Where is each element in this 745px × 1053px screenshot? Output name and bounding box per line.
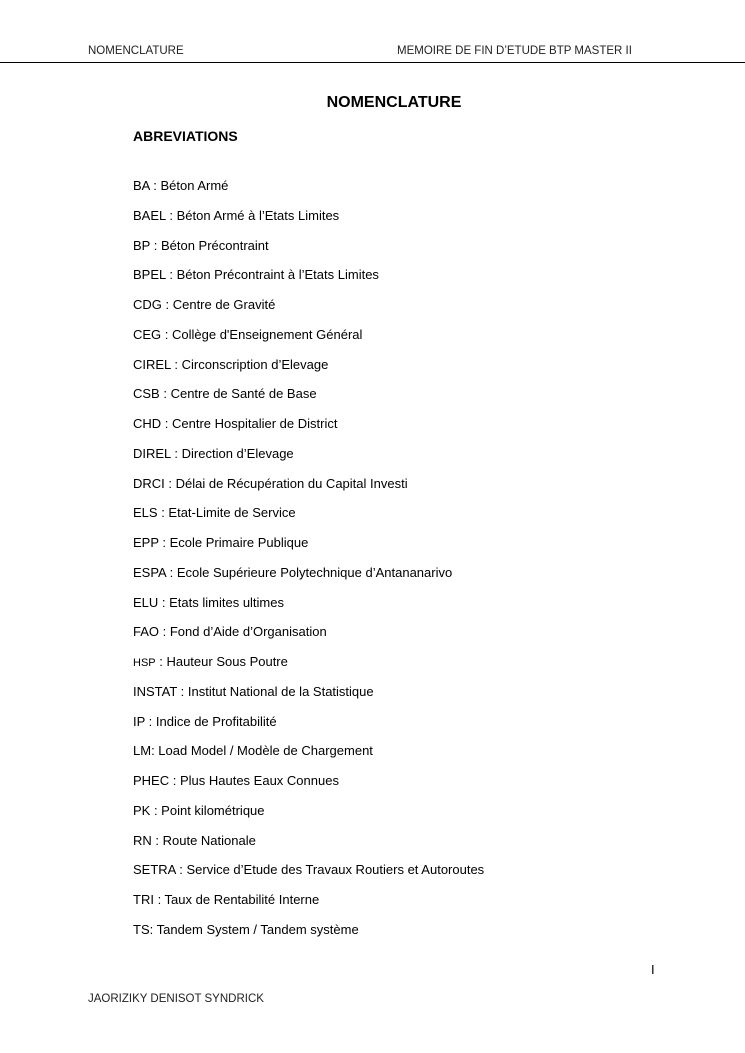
abbreviation-item: [133, 742, 484, 772]
definition: : Centre de Santé de Base: [159, 386, 317, 402]
abbreviation-item: [133, 504, 484, 534]
definition: : Ecole Primaire Publique: [158, 535, 309, 550]
abbreviation-item: [133, 772, 484, 802]
definition: : Centre de Gravité: [161, 297, 276, 312]
definition: : Etats limites ultimes: [158, 594, 284, 610]
abbreviation: EPP: [133, 535, 159, 550]
definition: : Hauteur Sous Poutre: [155, 654, 288, 669]
abbreviation-item: [133, 802, 484, 832]
abbreviation-item: [133, 653, 484, 683]
definition: : Point kilométrique: [150, 802, 265, 818]
definition: : Taux de Rentabilité Interne: [153, 892, 320, 907]
abbreviation-item: [133, 683, 484, 713]
definition: : Centre Hospitalier de District: [161, 416, 338, 431]
abbreviation-item: [133, 445, 484, 475]
definition: : Etat-Limite de Service: [157, 505, 296, 521]
abbreviation-item: [133, 921, 484, 951]
definition: : Béton Précontraint à l’Etats Limites: [165, 267, 379, 283]
definition: : Béton Armé à l’Etats Limites: [165, 207, 340, 223]
abbreviation-item: [133, 237, 484, 267]
abbreviation: IP: [133, 713, 146, 729]
abbreviation-item: [133, 713, 484, 743]
abbreviation: ESPA: [133, 564, 167, 580]
abbreviation-item: [133, 266, 484, 296]
abbreviation-item: [133, 861, 484, 891]
definition: : Institut National de la Statistique: [177, 683, 374, 699]
abbreviation-item: [133, 415, 484, 445]
header-rule: [0, 62, 745, 63]
abbreviation: RN: [133, 832, 152, 848]
abbreviation: BA: [133, 178, 150, 193]
definition: : Load Model / Modèle de Chargement: [151, 743, 373, 759]
header-left: NOMENCLATURE: [88, 45, 184, 57]
abbreviation-item: [133, 356, 484, 386]
abbreviation-item: [133, 534, 484, 564]
abbreviation: CDG: [133, 297, 162, 312]
definition: : Indice de Profitabilité: [145, 713, 277, 729]
abbreviation: TS: [133, 921, 150, 937]
definition: : Fond d’Aide d’Organisation: [159, 624, 327, 640]
abbreviation: CHD: [133, 416, 162, 431]
definition: : Circonscription d’Elevage: [170, 356, 329, 372]
definition: : Service d’Etude des Travaux Routiers et Autoroutes: [175, 862, 485, 878]
abbreviation: ELS: [133, 505, 158, 521]
definition: : Tandem System / Tandem système: [149, 921, 359, 937]
abbreviation-item: [133, 326, 484, 356]
abbreviation: BP: [133, 237, 151, 253]
definition: : Collège d'Enseignement Général: [161, 326, 363, 342]
abbreviation: CSB: [133, 386, 160, 402]
abbreviation: PHEC: [133, 773, 170, 788]
definition: : Délai de Récupération du Capital Investi: [164, 475, 408, 491]
abbreviation-item: [133, 385, 484, 415]
abbreviation: LM: [133, 743, 152, 759]
header-right: MEMOIRE DE FIN D’ETUDE BTP MASTER II: [397, 45, 632, 57]
abbreviation: CIREL: [133, 356, 171, 372]
definition: : Ecole Supérieure Polytechnique d’Antananarivo: [166, 564, 453, 580]
abbreviation-item: [133, 564, 484, 594]
abbreviation: DIREL: [133, 445, 171, 461]
definition: : Route Nationale: [151, 832, 256, 848]
abbreviation: INSTAT: [133, 683, 178, 699]
section-heading: ABREVIATIONS: [133, 128, 238, 144]
definition: : Plus Hautes Eaux Connues: [169, 773, 339, 788]
abbreviation: DRCI: [133, 475, 165, 491]
abbreviation-item: [133, 207, 484, 237]
abbreviation: BAEL: [133, 207, 166, 223]
abbreviation-item: [133, 623, 484, 653]
abbreviation: CEG: [133, 326, 162, 342]
abbreviation: SETRA: [133, 862, 176, 878]
abbreviation-item: [133, 475, 484, 505]
abbreviation: TRI: [133, 892, 154, 907]
abbreviation-item: [133, 891, 484, 921]
abbreviation-list: [133, 177, 484, 951]
definition: : Direction d’Elevage: [170, 445, 294, 461]
abbreviation: HSP: [133, 657, 156, 669]
definition: : Béton Précontraint: [150, 237, 269, 253]
page-number: I: [651, 962, 655, 977]
abbreviation: FAO: [133, 624, 160, 640]
abbreviation-item: [133, 594, 484, 624]
abbreviation-item: [133, 832, 484, 862]
page-title: NOMENCLATURE: [326, 94, 462, 111]
footer-author: JAORIZIKY DENISOT SYNDRICK: [88, 993, 264, 1005]
abbreviation: ELU: [133, 594, 159, 610]
abbreviation-item: [133, 296, 484, 326]
abbreviation: BPEL: [133, 267, 166, 283]
abbreviation: PK: [133, 802, 151, 818]
definition: : Béton Armé: [149, 178, 229, 193]
abbreviation-item: [133, 177, 484, 207]
